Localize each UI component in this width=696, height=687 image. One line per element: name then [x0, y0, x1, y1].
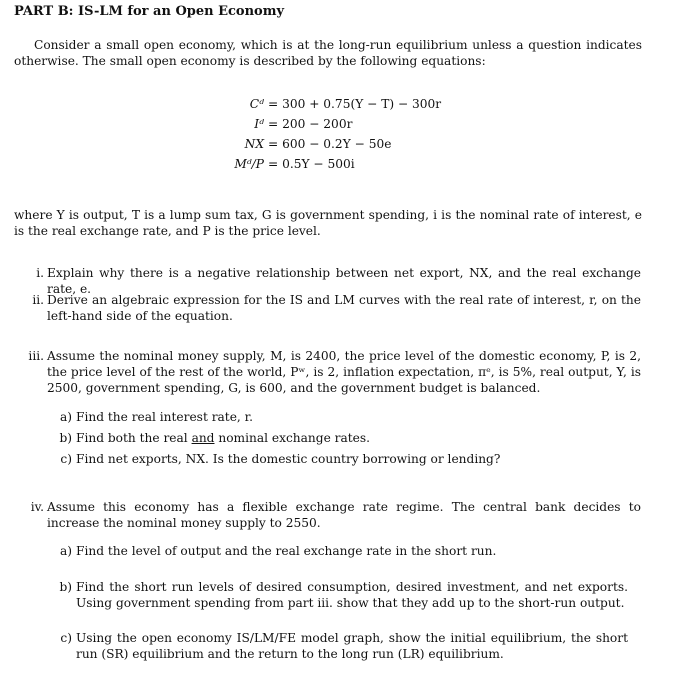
subquestion-text: Find the real interest rate, r.	[76, 410, 254, 424]
subquestion-label: c)	[60, 631, 72, 645]
equation-rhs: = 300 + 0.75(Y − T) − 300r	[268, 97, 442, 111]
subquestion-label: c)	[60, 452, 72, 466]
subquestion-label: b)	[59, 580, 72, 594]
equation-net-exports	[200, 134, 460, 154]
subquestion-label: a)	[59, 544, 72, 558]
underlined-word: and	[191, 431, 215, 445]
equation-lhs: Mᵈ/P	[234, 157, 264, 171]
equation-rhs: = 600 − 0.2Y − 50e	[268, 137, 392, 151]
equation-lhs: Cᵈ	[249, 97, 264, 111]
equation-block	[200, 94, 460, 174]
equation-investment	[200, 114, 460, 134]
subquestion-label: a)	[59, 410, 72, 424]
question-text: Assume this economy has a flexible exchange rate regime. The central bank decides to increase the nominal money supply to 2550.	[47, 500, 641, 530]
equation-lhs: Iᵈ	[254, 117, 264, 131]
subquestion-text: Find the level of output and the real exchange rate in the short run.	[76, 544, 497, 558]
subquestion-text: Find the short run levels of desired consumption, desired investment, and net exports. Using government spending from part iii. show that they add up to the short-run output.	[76, 580, 628, 610]
question-text: Derive an algebraic expression for the IS and LM curves with the real rate of interest, r, on the left-hand side of the equation.	[47, 293, 641, 323]
definitions-paragraph: where Y is output, T is a lump sum tax, G is government spending, i is the nominal rate of interest, e is the real exchange rate, and P is the price level.	[14, 208, 642, 238]
subquestion-text-pre: Find both the real	[76, 431, 192, 445]
section-heading: PART B: IS-LM for an Open Economy	[14, 4, 285, 19]
question-label: i.	[36, 266, 44, 280]
question-label: ii.	[32, 293, 44, 307]
question-label: iv.	[30, 500, 44, 514]
subquestion-text-post: nominal exchange rates.	[214, 431, 370, 445]
question-text: Assume the nominal money supply, M, is 2400, the price level of the domestic economy, P, is 2, the price level of the rest of the world, Pʷ, is 2, inflation expectation, πᵉ, is 5%, real output, Y, is 2500, government spending, G, is 600, and the government budget is balanced.	[47, 349, 641, 395]
equation-consumption	[200, 94, 460, 114]
subquestion-text: Find net exports, NX. Is the domestic country borrowing or lending?	[76, 452, 501, 466]
equation-lhs: NX	[244, 137, 264, 151]
subquestion-text: Using the open economy IS/LM/FE model graph, show the initial equilibrium, the short run (SR) equilibrium and the return to the long run (LR) equilibrium.	[76, 631, 628, 661]
question-label: iii.	[28, 349, 44, 363]
equation-money-demand	[200, 154, 460, 174]
equation-rhs: = 200 − 200r	[268, 117, 353, 131]
intro-paragraph: Consider a small open economy, which is at the long-run equilibrium unless a question indicates otherwise. The small open economy is described by the following equations:	[14, 38, 642, 68]
question-text: Explain why there is a negative relationship between net export, NX, and the real exchange rate, e.	[47, 266, 641, 296]
subquestion-label: b)	[59, 431, 72, 445]
subquestion-text	[76, 430, 628, 446]
equation-rhs: = 0.5Y − 500i	[268, 157, 355, 171]
